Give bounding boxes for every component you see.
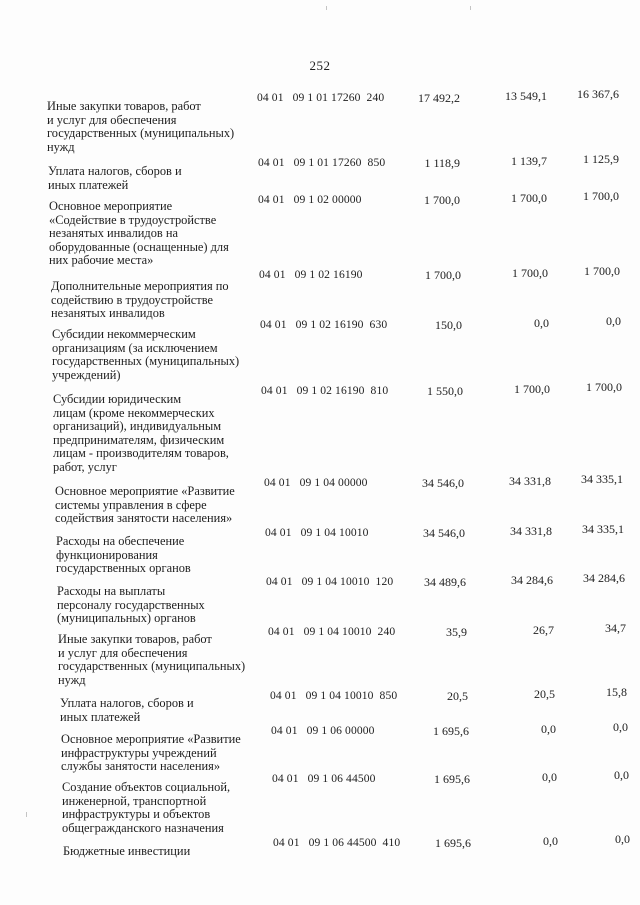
row-value-2: 1 139,7 xyxy=(511,154,547,168)
row-value-1: 34 489,6 xyxy=(424,575,466,589)
row-code: 04 01 09 1 02 16190 810 xyxy=(261,384,389,397)
row-name: Субсидии некоммерческим организациям (за исключением государственных (муниципальных) учреждений) xyxy=(52,327,240,382)
row-name: Иные закупки товаров, работ и услуг для обеспечения государственных (муниципальных) нужд xyxy=(58,632,246,687)
row-value-3: 34 284,6 xyxy=(583,571,625,585)
row-value-2: 0,0 xyxy=(542,770,557,784)
row-code: 04 01 09 1 04 00000 xyxy=(264,476,368,489)
row-value-1: 1 695,6 xyxy=(435,836,471,850)
row-name: Уплата налогов, сборов и иных платежей xyxy=(60,696,194,724)
row-value-1: 1 700,0 xyxy=(425,268,461,282)
row-code: 04 01 09 1 02 00000 xyxy=(258,193,362,206)
row-code: 04 01 09 1 04 10010 240 xyxy=(268,625,396,638)
row-value-1: 1 695,6 xyxy=(434,772,470,786)
row-value-1: 34 546,0 xyxy=(423,526,465,540)
row-value-3: 34 335,1 xyxy=(582,522,624,536)
row-code: 04 01 09 1 02 16190 630 xyxy=(260,318,388,331)
row-value-1: 1 550,0 xyxy=(427,384,463,398)
row-value-2: 34 331,8 xyxy=(510,524,552,538)
row-name: Уплата налогов, сборов и иных платежей xyxy=(48,164,182,192)
row-value-2: 34 284,6 xyxy=(511,573,553,587)
row-value-2: 1 700,0 xyxy=(512,266,548,280)
row-name: Расходы на обеспечение функционирования государственных органов xyxy=(56,534,191,576)
row-value-3: 1 700,0 xyxy=(586,380,622,394)
row-value-2: 0,0 xyxy=(543,834,558,848)
row-value-2: 20,5 xyxy=(534,687,555,701)
row-value-1: 1 118,9 xyxy=(424,156,460,170)
row-code: 04 01 09 1 02 16190 xyxy=(259,268,363,281)
row-value-1: 34 546,0 xyxy=(422,476,464,490)
row-value-3: 34,7 xyxy=(605,621,626,635)
row-name: Основное мероприятие «Содействие в трудоустройстве незанятых инвалидов на оборудованные (оснащенные) для них рабочие места» xyxy=(49,199,229,268)
row-name: Дополнительные мероприятия по содействию в трудоустройстве незанятых инвалидов xyxy=(51,279,229,321)
row-name: Расходы на выплаты персоналу государственных (муниципальных) органов xyxy=(57,584,205,626)
row-value-3: 0,0 xyxy=(606,314,621,328)
row-value-2: 0,0 xyxy=(541,722,556,736)
row-value-3: 1 700,0 xyxy=(584,264,620,278)
row-value-1: 20,5 xyxy=(447,689,468,703)
row-name: Основное мероприятие «Развитие системы управления в сфере содействия занятости населения» xyxy=(55,484,235,526)
row-name: Создание объектов социальной, инженерной, транспортной инфраструктуры и объектов общегражданского назначения xyxy=(62,780,231,835)
row-value-1: 35,9 xyxy=(446,625,467,639)
row-value-3: 15,8 xyxy=(606,685,627,699)
row-value-2: 13 549,1 xyxy=(505,89,547,103)
row-value-1: 150,0 xyxy=(435,318,462,332)
row-value-2: 1 700,0 xyxy=(511,191,547,205)
row-name: Субсидии юридическим лицам (кроме некоммерческих организаций), индивидуальным предпринимателям, физическим лицам - производителям товаров, работ, услуг xyxy=(53,392,229,474)
row-code: 04 01 09 1 06 44500 410 xyxy=(273,836,401,849)
row-name: Иные закупки товаров, работ и услуг для обеспечения государственных (муниципальных) нужд xyxy=(47,99,235,154)
row-code: 04 01 09 1 06 00000 xyxy=(271,724,375,737)
row-value-3: 1 125,9 xyxy=(583,152,619,166)
scan-mark xyxy=(26,812,27,817)
row-value-3: 34 335,1 xyxy=(581,472,623,486)
page-number: 252 xyxy=(309,58,331,73)
row-name: Основное мероприятие «Развитие инфраструктуры учреждений службы занятости населения» xyxy=(61,732,241,774)
row-value-2: 34 331,8 xyxy=(509,474,551,488)
scan-mark xyxy=(326,6,327,10)
row-code: 04 01 09 1 04 10010 xyxy=(265,526,369,539)
row-value-1: 17 492,2 xyxy=(418,91,460,105)
scan-mark xyxy=(470,6,471,10)
row-code: 04 01 09 1 06 44500 xyxy=(272,772,376,785)
row-value-3: 0,0 xyxy=(615,832,630,846)
row-value-2: 26,7 xyxy=(533,623,554,637)
row-code: 04 01 09 1 04 10010 850 xyxy=(270,689,398,702)
row-value-3: 1 700,0 xyxy=(583,189,619,203)
row-value-3: 16 367,6 xyxy=(577,87,619,101)
row-value-2: 1 700,0 xyxy=(514,382,550,396)
row-code: 04 01 09 1 04 10010 120 xyxy=(266,575,394,588)
row-value-3: 0,0 xyxy=(614,768,629,782)
row-value-3: 0,0 xyxy=(613,720,628,734)
row-code: 04 01 09 1 01 17260 240 xyxy=(257,91,385,104)
row-value-2: 0,0 xyxy=(534,316,549,330)
row-value-1: 1 695,6 xyxy=(433,724,469,738)
row-name: Бюджетные инвестиции xyxy=(63,844,191,858)
row-code: 04 01 09 1 01 17260 850 xyxy=(258,156,386,169)
row-value-1: 1 700,0 xyxy=(424,193,460,207)
